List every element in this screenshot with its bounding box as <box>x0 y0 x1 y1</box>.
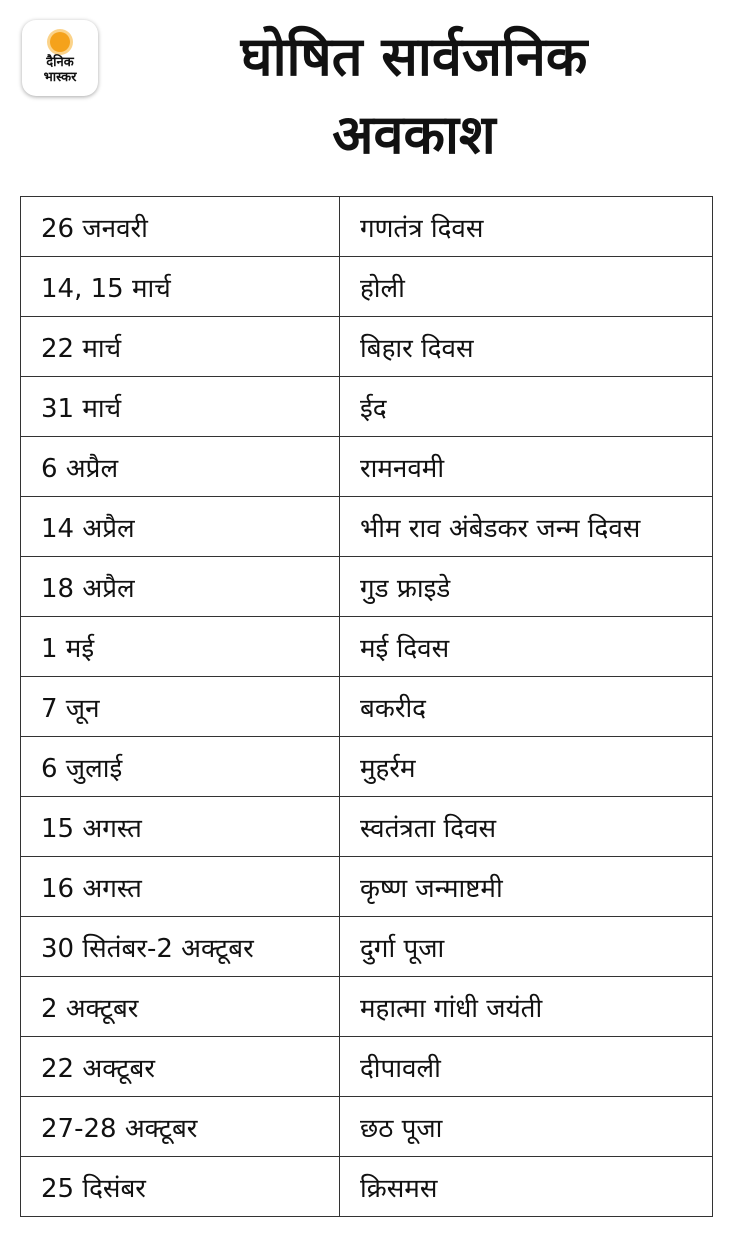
table-row <box>21 677 713 737</box>
holiday-name: दीपावली <box>340 1037 713 1097</box>
table-row <box>21 197 713 257</box>
table-row <box>21 257 713 317</box>
table-row <box>21 1037 713 1097</box>
holiday-name: छठ पूजा <box>340 1097 713 1157</box>
holiday-date: 25 दिसंबर <box>21 1157 340 1217</box>
holiday-date: 16 अगस्त <box>21 857 340 917</box>
holiday-date: 26 जनवरी <box>21 197 340 257</box>
holiday-name: दुर्गा पूजा <box>340 917 713 977</box>
holiday-name: बकरीद <box>340 677 713 737</box>
table-row <box>21 317 713 377</box>
holiday-date: 27-28 अक्टूबर <box>21 1097 340 1157</box>
logo-text-line2: भास्कर <box>43 69 77 85</box>
holiday-name: बिहार दिवस <box>340 317 713 377</box>
table-row <box>21 1097 713 1157</box>
holiday-name: गुड फ्राइडे <box>340 557 713 617</box>
holiday-table <box>20 196 713 1217</box>
holiday-date: 22 मार्च <box>21 317 340 377</box>
holiday-date: 14 अप्रैल <box>21 497 340 557</box>
holiday-name: रामनवमी <box>340 437 713 497</box>
dainik-bhaskar-logo <box>22 20 98 96</box>
holiday-name: होली <box>340 257 713 317</box>
holiday-date: 7 जून <box>21 677 340 737</box>
holiday-date: 30 सितंबर-2 अक्टूबर <box>21 917 340 977</box>
holiday-name: क्रिसमस <box>340 1157 713 1217</box>
table-row <box>21 377 713 437</box>
holiday-name: गणतंत्र दिवस <box>340 197 713 257</box>
sun-icon <box>50 32 70 52</box>
holiday-name: स्वतंत्रता दिवस <box>340 797 713 857</box>
holiday-name: महात्मा गांधी जयंती <box>340 977 713 1037</box>
table-row <box>21 1157 713 1217</box>
holiday-name: ईद <box>340 377 713 437</box>
table-row <box>21 497 713 557</box>
holiday-date: 1 मई <box>21 617 340 677</box>
table-row <box>21 977 713 1037</box>
table-row <box>21 437 713 497</box>
title-line-1: घोषित सार्वजनिक <box>240 25 588 88</box>
holiday-table-body <box>21 197 713 1217</box>
title-line-2: अवकाश <box>332 103 496 166</box>
holiday-date: 14, 15 मार्च <box>21 257 340 317</box>
holiday-date: 31 मार्च <box>21 377 340 437</box>
table-row <box>21 617 713 677</box>
holiday-name: भीम राव अंबेडकर जन्म दिवस <box>340 497 713 557</box>
table-row <box>21 917 713 977</box>
holiday-name: मई दिवस <box>340 617 713 677</box>
table-row <box>21 557 713 617</box>
table-row <box>21 797 713 857</box>
table-row <box>21 737 713 797</box>
holiday-name: कृष्ण जन्माष्टमी <box>340 857 713 917</box>
logo-text-line1: दैनिक <box>46 54 74 70</box>
holiday-date: 15 अगस्त <box>21 797 340 857</box>
page-title <box>118 18 710 174</box>
table-row <box>21 857 713 917</box>
holiday-date: 6 जुलाई <box>21 737 340 797</box>
holiday-name: मुहर्रम <box>340 737 713 797</box>
holiday-date: 22 अक्टूबर <box>21 1037 340 1097</box>
holiday-date: 18 अप्रैल <box>21 557 340 617</box>
holiday-date: 2 अक्टूबर <box>21 977 340 1037</box>
holiday-date: 6 अप्रैल <box>21 437 340 497</box>
